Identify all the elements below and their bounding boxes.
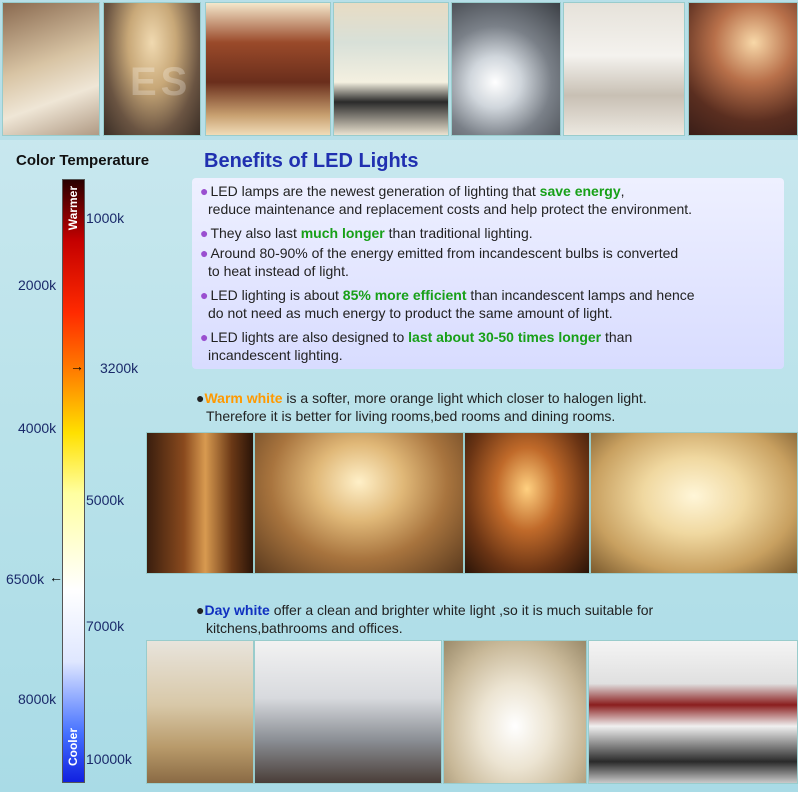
- photo-warm-arches: [590, 432, 798, 574]
- tick-4000k: 4000k: [18, 420, 57, 436]
- photo-kitchen-wood: [205, 2, 331, 136]
- benefit-text: LED lamps are the newest generation of lighting that: [210, 183, 540, 199]
- benefit-text-line2: reduce maintenance and replacement costs and help protect the environment.: [208, 201, 693, 217]
- warm-white-text-line2: Therefore it is better for living rooms,bed rooms and dining rooms.: [206, 408, 616, 424]
- bullet-icon: ●: [196, 390, 205, 406]
- photo-day-hallway: [443, 640, 587, 784]
- photo-kitchen-window: [333, 2, 449, 136]
- benefit-text: LED lights are also designed to: [210, 329, 409, 345]
- tick-6500k: 6500k: [6, 571, 45, 587]
- bullet-icon: ●: [200, 287, 209, 303]
- tick-10000k: 10000k: [86, 751, 132, 767]
- bullet-icon: ●: [200, 225, 209, 241]
- photo-living-room: [2, 2, 100, 136]
- day-white-text-line2: kitchens,bathrooms and offices.: [206, 620, 403, 636]
- benefit-item: [200, 328, 632, 364]
- photo-warm-cabinet: [146, 432, 254, 574]
- benefit-text-line2: do not need as much energy to product the same amount of light.: [208, 305, 613, 321]
- benefit-highlight: save energy: [539, 183, 621, 199]
- benefit-text: They also last: [210, 225, 301, 241]
- bullet-icon: ●: [200, 245, 209, 261]
- benefit-item: [200, 244, 678, 280]
- benefit-highlight: 85% more efficient: [342, 287, 467, 303]
- watermark: ES: [130, 60, 192, 104]
- benefit-text: Around 80-90% of the energy emitted from incandescent bulbs is converted: [210, 245, 679, 261]
- benefits-title: Benefits of LED Lights: [204, 150, 419, 172]
- benefit-highlight: much longer: [300, 225, 385, 241]
- benefit-text-line2: incandescent lighting.: [208, 347, 343, 363]
- benefit-highlight: last about 30-50 times longer: [408, 329, 602, 345]
- color-temperature-title: Color Temperature: [16, 152, 150, 169]
- benefit-text: than: [601, 329, 633, 345]
- warm-white-description: [196, 389, 647, 425]
- benefit-item: [200, 286, 695, 322]
- benefits-box: [192, 178, 784, 369]
- benefit-item: [200, 224, 533, 242]
- benefit-item: [200, 182, 692, 218]
- photo-day-living: [254, 640, 442, 784]
- benefit-text: than traditional lighting.: [384, 225, 533, 241]
- warm-white-text: is a softer, more orange light which closer to halogen light.: [282, 390, 647, 406]
- tick-5000k: 5000k: [86, 492, 125, 508]
- day-white-text: offer a clean and brighter white light ,so it is much suitable for: [269, 602, 654, 618]
- color-temperature-bar: [62, 179, 85, 783]
- photo-warm-dining: [464, 432, 590, 574]
- bullet-icon: ●: [200, 183, 209, 199]
- tick-8000k: 8000k: [18, 691, 57, 707]
- warm-white-highlight: Warm white: [204, 390, 283, 406]
- photo-bathroom: [563, 2, 685, 136]
- tick-2000k: 2000k: [18, 277, 57, 293]
- bullet-icon: ●: [196, 602, 205, 618]
- benefit-text: than incandescent lamps and hence: [466, 287, 695, 303]
- arrow-3200k: →: [70, 358, 84, 374]
- day-white-description: [196, 601, 653, 637]
- cooler-label: Cooler: [66, 728, 80, 767]
- photo-hanging-lamps: [688, 2, 798, 136]
- tick-3200k: 3200k: [100, 360, 139, 376]
- photo-warm-bedroom: [254, 432, 464, 574]
- tick-1000k: 1000k: [86, 210, 125, 226]
- benefit-text-line2: to heat instead of light.: [208, 263, 349, 279]
- warmer-label: Warmer: [66, 186, 80, 231]
- tick-7000k: 7000k: [86, 618, 125, 634]
- photo-day-lobby: [146, 640, 254, 784]
- benefit-text: ,: [620, 183, 625, 199]
- benefit-text: LED lighting is about: [210, 287, 343, 303]
- bullet-icon: ●: [200, 329, 209, 345]
- day-white-highlight: Day white: [204, 602, 270, 618]
- photo-day-kitchen: [588, 640, 798, 784]
- photo-pendant-lights: [451, 2, 561, 136]
- arrow-6500k: ←: [49, 569, 63, 585]
